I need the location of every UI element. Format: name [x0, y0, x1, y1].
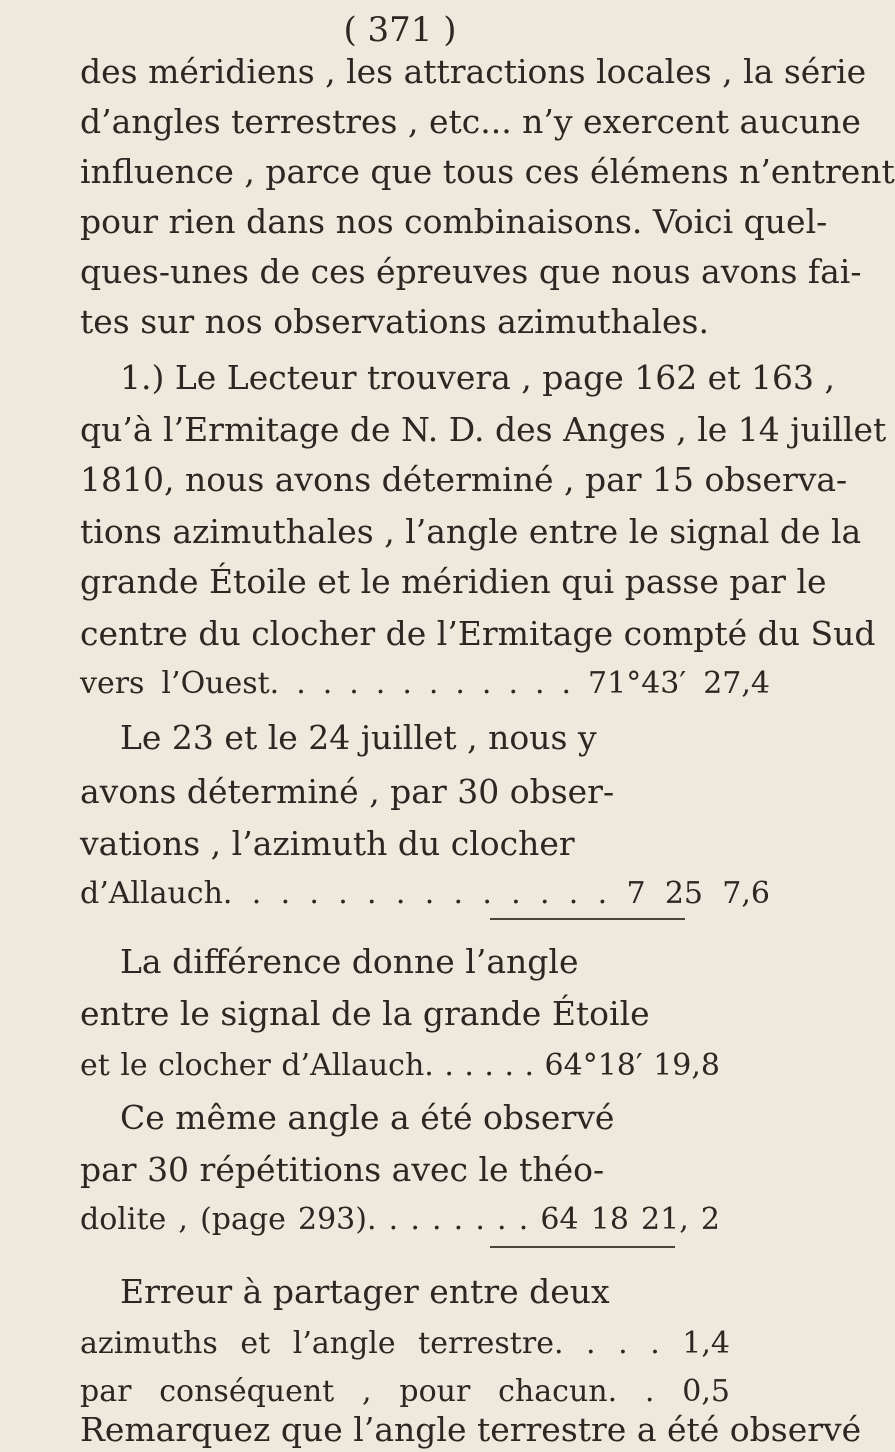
- text-line: entre le signal de la grande Étoile: [80, 994, 650, 1033]
- text-line: Ce même angle a été observé: [120, 1098, 615, 1137]
- text-line: par 30 répétitions avec le théo-: [80, 1150, 605, 1189]
- text-line: influence , parce que tous ces élémens n’entrent: [80, 152, 895, 191]
- text-line: pour rien dans nos combinaisons. Voici quel-: [80, 202, 828, 241]
- page-number: ( 371 ): [343, 10, 457, 50]
- text-line: La différence donne l’angle: [120, 942, 579, 981]
- text-line: grande Étoile et le méridien qui passe par le: [80, 562, 827, 601]
- text-line: tions azimuthales , l’angle entre le signal de la: [80, 512, 862, 551]
- text-line: avons déterminé , par 30 obser-: [80, 772, 615, 811]
- text-line: 1810, nous avons déterminé , par 15 observa-: [80, 460, 848, 499]
- sum-rule: [490, 918, 685, 920]
- text-line: des méridiens , les attractions locales , la série: [80, 52, 867, 91]
- text-line: d’angles terrestres , etc... n’y exercent aucune: [80, 102, 861, 141]
- text-line: tes sur nos observations azimuthales.: [80, 302, 709, 341]
- text-line: 1.) Le Lecteur trouvera , page 162 et 163 ,: [120, 358, 835, 397]
- text-line: azimuths et l’angle terrestre. . . . 1,4: [80, 1326, 730, 1361]
- difference-rule: [490, 1246, 675, 1248]
- text-line: Le 23 et le 24 juillet , nous y: [120, 718, 597, 757]
- text-line: dolite , (page 293). . . . . . . . 64 18 21, 2: [80, 1202, 720, 1237]
- text-line: vations , l’azimuth du clocher: [80, 824, 575, 863]
- text-line: d’Allauch. . . . . . . . . . . . . . 7 25 7,6: [80, 876, 770, 911]
- text-line: et le clocher d’Allauch. . . . . . 64°18′ 19,8: [80, 1048, 720, 1083]
- text-line: centre du clocher de l’Ermitage compté du Sud: [80, 614, 876, 653]
- text-line: par conséquent , pour chacun. . 0,5: [80, 1374, 730, 1409]
- text-line: Remarquez que l’angle terrestre a été observé: [80, 1410, 862, 1449]
- text-line: vers l’Ouest. . . . . . . . . . . . 71°43′ 27,4: [80, 666, 770, 701]
- text-line: ques-unes de ces épreuves que nous avons fai-: [80, 252, 862, 291]
- text-line: qu’à l’Ermitage de N. D. des Anges , le 14 juillet: [80, 410, 887, 449]
- text-line: Erreur à partager entre deux: [120, 1272, 610, 1311]
